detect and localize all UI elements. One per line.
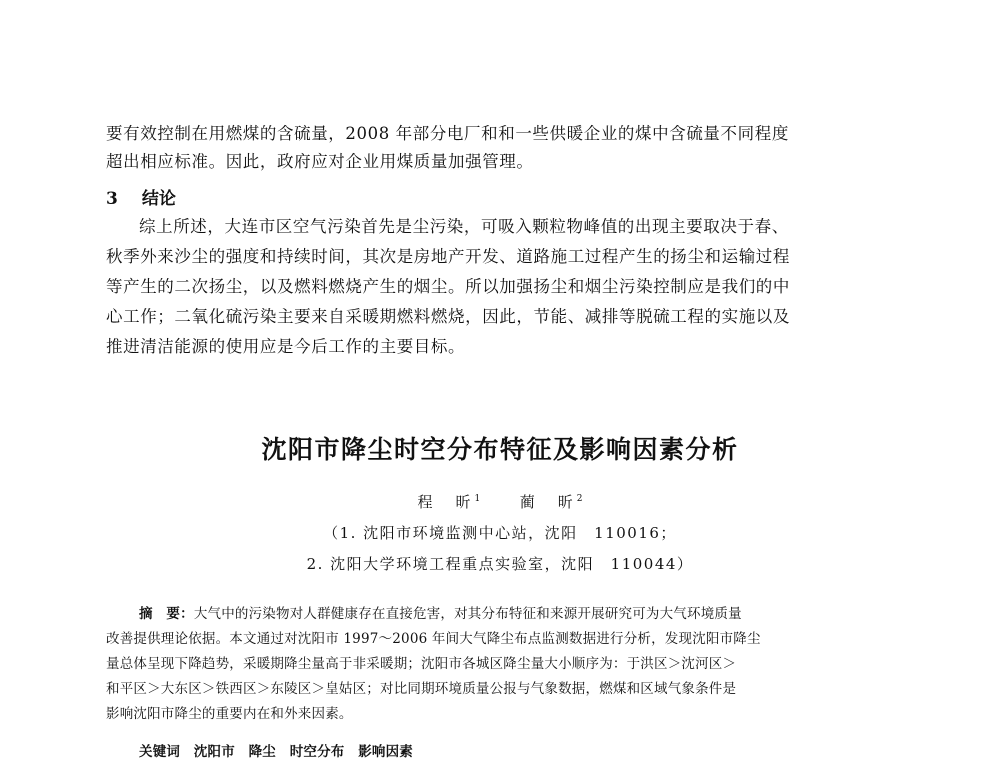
section-title: 结论 [141, 189, 176, 209]
text-line: 超出相应标准。因此，政府应对企业用煤质量加强管理。 [106, 152, 534, 171]
author-name: 程 昕 [417, 493, 475, 511]
text-line: 心工作；二氧化硫污染主要来自采暖期燃料燃烧，因此，节能、减排等脱硫工程的实施以及 [106, 307, 790, 326]
abstract-line [139, 602, 906, 626]
affiliation-line: （1. 沈阳市环境监测中心站，沈阳 110016； [323, 524, 677, 542]
article-title: 沈阳市降尘时空分布特征及影响因素分析 [261, 435, 739, 464]
text-line: 推进清洁能源的使用应是今后工作的主要目标。 [106, 337, 466, 356]
author-affiliation-mark: 1 [474, 494, 481, 504]
text-line: 等产生的二次扬尘，以及燃料燃烧产生的烟尘。所以加强扬尘和烟尘污染控制应是我们的中 [106, 277, 790, 296]
abstract-line: 和平区＞大东区＞铁西区＞东陵区＞皇姑区；对比同期环境质量公报与气象数据，燃煤和区域气象条件是 [106, 681, 737, 697]
abstract-label: 摘 要： [139, 606, 194, 622]
abstract-line: 影响沈阳市降尘的重要内在和外来因素。 [106, 706, 353, 722]
section-number: 3 [106, 189, 118, 209]
affiliation-line: 2. 沈阳大学环境工程重点实验室，沈阳 110044） [306, 555, 694, 573]
section-heading [106, 184, 176, 209]
text-line: 秋季外来沙尘的强度和持续时间，其次是房地产开发、道路施工过程产生的扬尘和运输过程 [106, 247, 790, 266]
abstract-line: 量总体呈现下降趋势，采暖期降尘量高于非采暖期；沈阳市各城区降尘量大小顺序为：于洪区＞沈河区＞ [106, 656, 737, 672]
author-line [0, 491, 1000, 512]
keywords-line-partial: 关键词 沈阳市 降尘 时空分布 影响因素 [139, 744, 413, 760]
author-affiliation-mark: 2 [576, 494, 583, 504]
abstract-text: 大气中的污染物对人群健康存在直接危害，对其分布特征和来源开展研究可为大气环境质量 [193, 606, 742, 622]
author-name: 蔺 昕 [519, 493, 577, 511]
text-line: 要有效控制在用燃煤的含硫量，2008 年部分电厂和和一些供暖企业的煤中含硫量不同程度 [106, 124, 789, 143]
abstract-line: 改善提供理论依据。本文通过对沈阳市 1997～2006 年间大气降尘布点监测数据进行分析，发现沈阳市降尘 [106, 631, 761, 647]
text-line: 综上所述，大连市区空气污染首先是尘污染，可吸入颗粒物峰值的出现主要取决于春、 [139, 217, 789, 236]
